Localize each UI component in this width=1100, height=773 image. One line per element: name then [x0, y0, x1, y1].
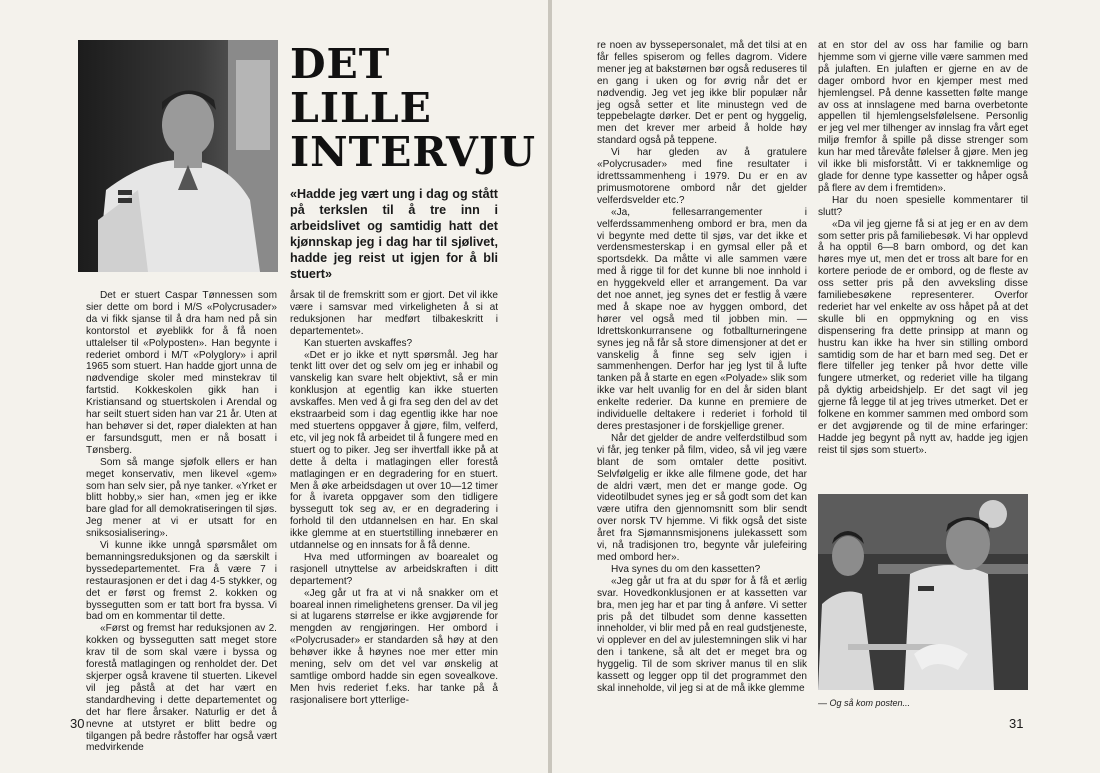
question: Hva med utformingen av boarealet og rasjonell utnyttelse av arbeidskraften i ditt departement? — [290, 551, 498, 587]
paragraph: Som så mange sjøfolk ellers er han meget konservativ, men likevel «gem» som han selv sier, på nye tanker. «Yrket er blitt hobby,» sier han, «men jeg er ikke bare glad for all demokratiseringen til sjøs. Jeg mener at vi er utsatt for en sniksosialisering». — [86, 456, 277, 540]
question: Har du noen spesielle kommentarer til slutt? — [818, 194, 1028, 218]
title-line: INTERVJU — [290, 128, 536, 176]
galley-photo — [818, 494, 1028, 690]
stuart-portrait-photo — [78, 40, 278, 272]
left-page — [0, 0, 548, 773]
right-column-2 — [818, 40, 1028, 457]
paragraph: «Jeg går ut fra at vi nå snakker om et boareal innen rimelighetens grenser. Da vil jeg si at lugarens størrelse er ikke avgjørende for mengden av rengjøringen. Her ombord i «Polycrusader» er standarden så høy at den behøver ikke å høynes noe mer etter min mening, selv om det vel var ønskelig at samtlige ombord hadde sin egen sovealkove. Men hvis rederiet f.eks. har tanke på å rasjonalisere bort ytterlige- — [290, 587, 498, 706]
left-column-1 — [86, 290, 277, 754]
paragraph: «Ja, fellesarrangementer i velferdssammenheng ombord er bra, men da vi begynte med dette til sjøs, var det ikke et verdensmesterskap i en gymsal eller på et sportsdekk. Da måtte vi alle sammen være med å rigge til for det kunne bli noe innhold i en hyggekveld eller et arrangement. Da var det noe annet, jeg synes det er festlig å være med å skape noe av hyggen ombord, det hører vel også med til jobben min. — Idrettskonkurransene og fotballturneringene synes jeg nå får så store dimensjoner at det er vanskelig å finne seg selv igjen i sammenhengen. Derfor har jeg lyst til å lufte tanken på å starte en egen «Polyade» slik som ikke var helt uvanlig for en del år siden blant enkelte rederier. Da kunne en premiere de individuelle deltakere i rederiet i forhold til deres prestasjoner i de forskjellige grener. — [597, 206, 807, 432]
photo-caption: — Og så kom posten... — [818, 698, 911, 708]
paragraph: at en stor del av oss har familie og barn hjemme som vi gjerne ville være sammen med på julaften. En julaften er gjerne en av de dager ombord hvor en kjemper mest med hjemlengsel. På denne kassetten følte mange av oss at innslagene med barna overbetonte appellen til hjemlengselsfølelsene. Personlig er jeg vel mer tilhenger av innslag fra vårt eget miljø fremfor å spille på disse strenger som kun har med tårevåte følelser å gjøre. Men jeg vil ikke bli misforstått. Vi er takknemlige og glade for denne type kassetter og håper også på flere av dem i fremtiden». — [818, 40, 1028, 194]
paragraph: «Da vil jeg gjerne få si at jeg er en av dem som setter pris på familiebesøk. Vi har opplevd å ha opptil 6—8 barn ombord, og det kan høres mye ut, men det er tross alt bare for en kortere periode de er ombord, og de fleste av oss setter pris på den avveksling disse familiebesøkene representerer. Overfor rederiet har vel enkelte av oss håpet på at det skulle bli en oppmykning og en viss dispensering fra dette prinsipp at mann og hustru kan ikke ha hver sin stilling ombord samtidig som de har et barn med seg. Det er flere tilfeller jeg tenker på hvor dette ville fungere utmerket, og rederiet ville ha tilgang på dyktig arbeidshjelp. Er det sagt vil jeg gjerne få legge til at jeg trives utmerket. Det er folkene en kommer sammen med ombord som er det avgjørende og til de mine erfaringer: Hadde jeg begynt på nytt av, hadde jeg igjen reist til sjøs som stuert». — [818, 218, 1028, 456]
title-line: DET — [290, 40, 391, 88]
paragraph: «Først og fremst har reduksjonen av 2. kokken og byssegutten satt meget store krav til de som skal være i byssa og forestå matlagingen og renholdet der. Det skjerper også kravene til stuerten. Likevel vil jeg påstå at det har vært en standardheving i dette departementet og det har flere årsaker. Naturlig er det å nevne at utstyret er blitt bedre og tilgangen på bedre råstoffer har også vært medvirkende — [86, 623, 277, 754]
paragraph: Det er stuert Caspar Tønnessen som sier dette om bord i M/S «Polycrusader» da vi fikk sjanse til å dra ham ned på sin kontorstol et øyeblikk for å få noen uttalelser til «Polyposten». Han begynte i rederiet ombord i M/T «Polyglory» i april 1965 som stuert. Han hadde gjort unna de nødvendige skoler med minstekrav til fartstid. Kokkeskolen gikk han i Kristiansand og stuertskolen i Arendal og har seilt stuert siden han var 21 år. Uten at han behøver si det, røper dialekten at han er farsundsgutt, men er nå bosatt i Tønsberg. — [86, 290, 277, 456]
paragraph: årsak til de fremskritt som er gjort. Det vil ikke være i samsvar med virkeligheten å si at reduksjonen har medført tilbakeskritt i departementet». — [290, 290, 498, 337]
paragraph: «Det er jo ikke et nytt spørsmål. Jeg har tenkt litt over det og selv om jeg er inhabil og vanskelig kan svare helt objektivt, så er min konklusjon at egentlig kan ikke stuerten avskaffes. Men ved å gi fra seg den del av det ekstraarbeid som i dag egentlig ikke har noe med stuertens oppgaver å gjøre, film, velferd, etc, vil jeg nok få arbeidet til å fungere med en stuert og to piker. Jeg ser ihvertfall ikke på at dette å delta i matlagingen eller forestå matlagingen er en degradering for en stuert. Men å øke arbeidsdagen ut over 10—12 timer for å ivareta oppgaver som den tidligere byssegutt tok seg av, er en degradering i forhold til den utdannelsen en har. En skal ikke glemme at en stuertstilling innebærer en utdannelse og en innsats for å få denne. — [290, 349, 498, 552]
article-title — [290, 42, 536, 174]
title-line: LILLE — [290, 84, 432, 132]
question: Vi har gleden av å gratulere «Polycrusader» med fine resultater i idrettssammenheng i 1979. Du er en av primusmotorene ombord når det gjelder velferdsvelder etc.? — [597, 147, 807, 206]
page-number: 31 — [1009, 716, 1024, 731]
paragraph: Når det gjelder de andre velferdstilbud som vi får, jeg tenker på film, video, så vil jeg være blant de som omtaler dette positivt. Selvfølgelig er ikke alle filmene gode, det har de aldri vært, men det er mange gode. Og videotilbudet synes jeg er så godt som det kan være utifra den gjennomsnitt som blir sendt over norsk TV hjemme. Vi fikk også det siste året fra Sjømannsmisjonens julekassett som vi, nå tradisjonen tro, begynte vår julefeiring med ombord her». — [597, 432, 807, 563]
right-page — [552, 0, 1100, 773]
paragraph: Vi kunne ikke unngå spørsmålet om bemanningsreduksjonen og da særskilt i byssedepartementet. Fra å være 7 i restaurasjonen er det i dag 4-5 stykker, og det er først og fremst 2. kokken og byssegutten som er tatt bort fra byssa. Vi bad om en kommentar til dette. — [86, 540, 277, 623]
right-column-1 — [597, 40, 807, 695]
question: Kan stuerten avskaffes? — [304, 337, 413, 349]
lead-quote: «Hadde jeg vært ung i dag og stått på terkslen til å tre inn i arbeidslivet og samtidig hatt det kjønnskap jeg i dag har til sjølivet, hadde jeg reist ut igjen for å bli stuert» — [290, 187, 498, 281]
paragraph: «Jeg går ut fra at du spør for å få et ærlig svar. Hovedkonklusjonen er at kassetten var bra, men jeg har et par ting å anføre. Vi setter pris på det tilbudet som denne kassetten inneholder, vi blir med på en real gudstjeneste, vi opplever en del av julestemningen slik vi har den i tankene, så alt det er meget bra og hyggelig. Til de som skriver manus til en slik kassett og legger opp til det programmet den skal inneholde, vil jeg si at de må ikke glemme — [597, 575, 807, 694]
paragraph: re noen av byssepersonalet, må det tilsi at en får felles spiserom og felles dagrom. Videre mener jeg at bakstørnen bør også reduseres til en gang i uken og for øvrig når det er nødvendig. Jeg vet jeg ikke blir populær når jeg også setter et lite minustegn ved de teppebelagte dørker. Det er pent og hyggelig, men det krever mer arbeid å holde høy standard også på teppene. — [597, 40, 807, 147]
left-column-2 — [290, 290, 498, 707]
page-number: 30 — [70, 716, 85, 731]
question: Hva synes du om den kassetten? — [611, 563, 761, 575]
